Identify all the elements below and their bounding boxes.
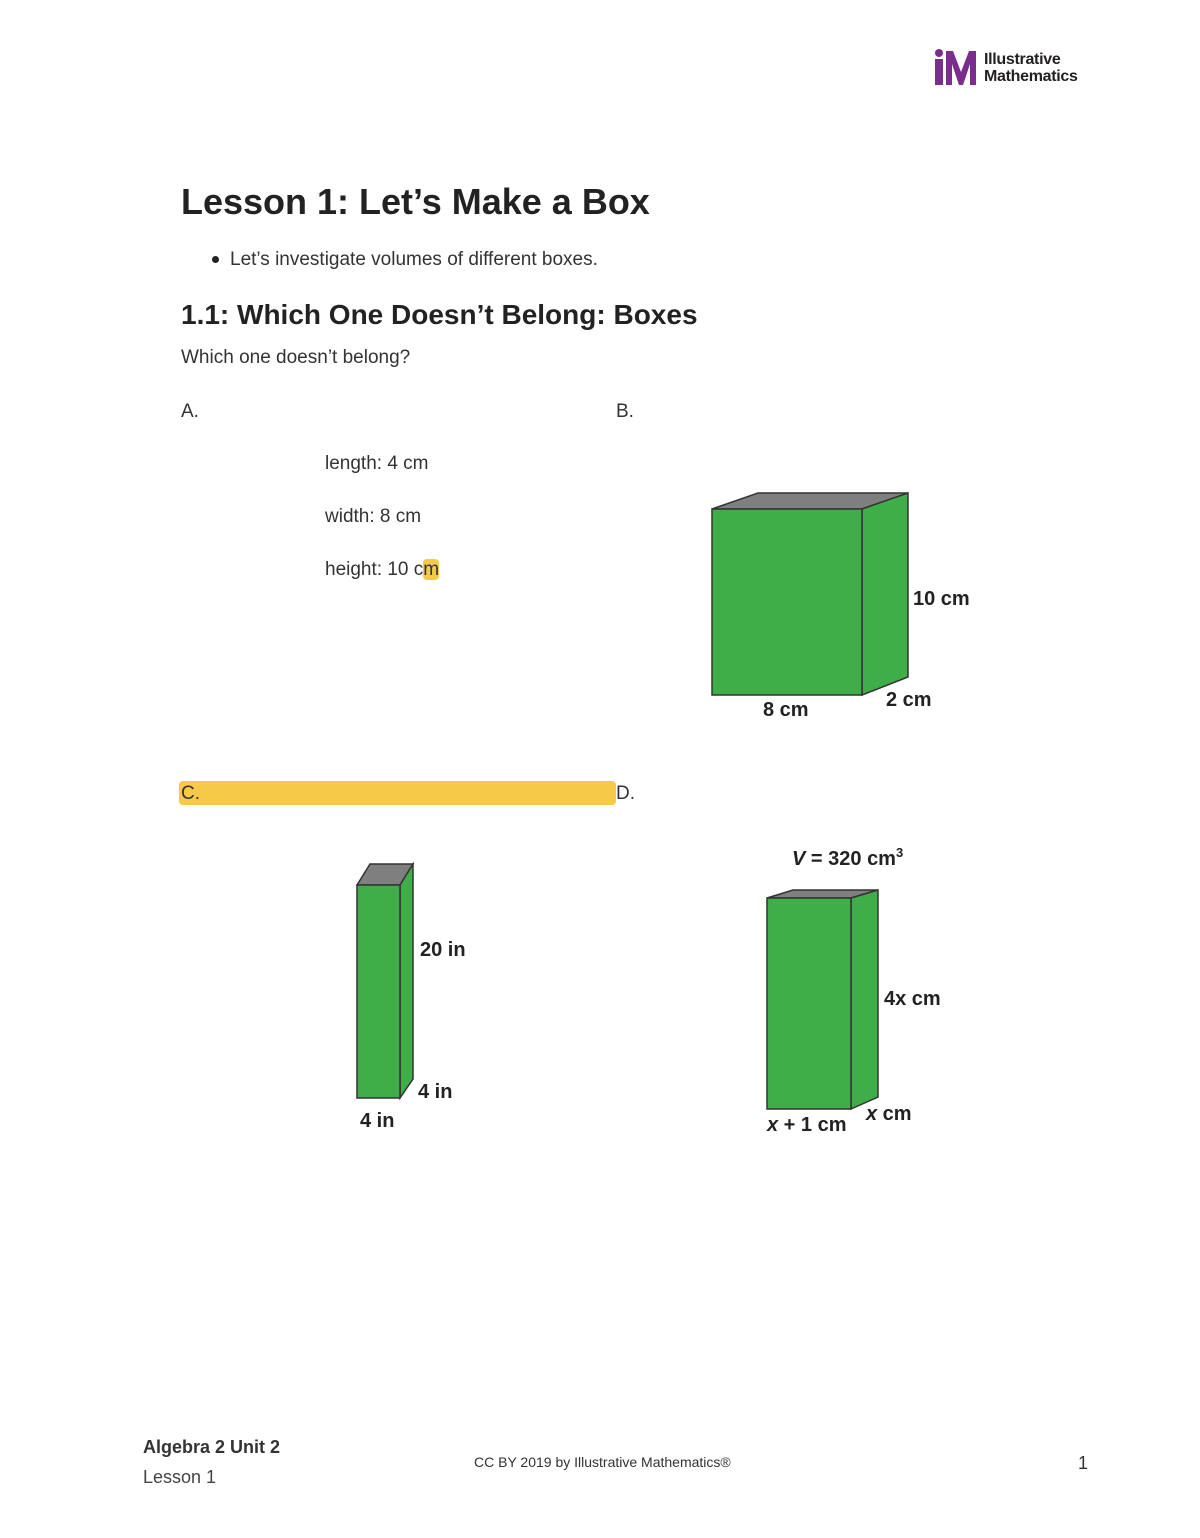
option-a-height xyxy=(325,556,439,584)
option-a-label: A. xyxy=(181,401,199,422)
box-d-depth-label xyxy=(865,1103,912,1125)
box-c-depth-label: 4 in xyxy=(418,1081,453,1103)
box-c-figure xyxy=(350,855,490,1140)
box-b-width-label: 8 cm xyxy=(763,699,809,721)
highlight-bar xyxy=(179,781,616,805)
box-c-width-label: 4 in xyxy=(360,1110,395,1132)
box-d-width-label xyxy=(766,1114,847,1136)
logo-text-line1: Illustrative xyxy=(984,51,1061,68)
depth-unit: cm xyxy=(877,1103,912,1125)
box-c-height-label: 20 in xyxy=(420,939,466,961)
footer-course: Algebra 2 Unit 2 xyxy=(143,1437,281,1457)
volume-variable: V xyxy=(792,848,806,870)
box-d-figure xyxy=(755,840,955,1140)
bullet-icon xyxy=(212,256,219,263)
learning-goal-item xyxy=(208,246,598,274)
highlighted-text: m xyxy=(423,559,440,580)
box-d-front xyxy=(767,898,851,1109)
option-a-width: width: 8 cm xyxy=(325,506,422,527)
option-a-length: length: 4 cm xyxy=(325,453,429,474)
box-d-volume-label xyxy=(792,845,903,870)
box-b-side xyxy=(862,493,908,695)
learning-goal-text: Let’s investigate volumes of different boxes. xyxy=(230,249,598,270)
depth-variable: x xyxy=(866,1103,878,1125)
width-rest: + 1 cm xyxy=(778,1114,847,1136)
logo xyxy=(934,48,1094,88)
volume-exponent: 3 xyxy=(895,845,904,860)
activity-prompt: Which one doesn’t belong? xyxy=(181,347,411,368)
footer-license: CC BY 2019 by Illustrative Mathematics® xyxy=(474,1454,731,1470)
logo-text-line2: Mathematics xyxy=(984,68,1078,85)
box-d-side xyxy=(851,890,878,1109)
height-unit: cm xyxy=(906,988,941,1010)
option-a-height-text: height: 10 c xyxy=(325,559,424,580)
box-b-front xyxy=(712,509,862,695)
learning-goals xyxy=(208,246,598,274)
height-variable: 4x xyxy=(884,988,907,1010)
width-variable: x xyxy=(767,1114,779,1136)
lesson-title: Lesson 1: Let’s Make a Box xyxy=(181,181,650,222)
option-d-label: D. xyxy=(616,783,635,804)
box-b-figure xyxy=(700,485,1000,725)
option-b-label: B. xyxy=(616,401,634,422)
page-number: 1 xyxy=(1078,1453,1089,1473)
volume-value: = 320 cm xyxy=(805,848,896,870)
box-d-height-label xyxy=(884,988,941,1010)
footer-lesson: Lesson 1 xyxy=(143,1467,217,1487)
box-b-depth-label: 2 cm xyxy=(886,689,932,711)
box-c-front xyxy=(357,885,400,1098)
im-logo-icon xyxy=(934,48,978,88)
box-c-side xyxy=(400,864,413,1098)
activity-title: 1.1: Which One Doesn’t Belong: Boxes xyxy=(181,299,698,330)
box-b-height-label: 10 cm xyxy=(913,588,970,610)
option-c-label: C. xyxy=(181,783,200,804)
